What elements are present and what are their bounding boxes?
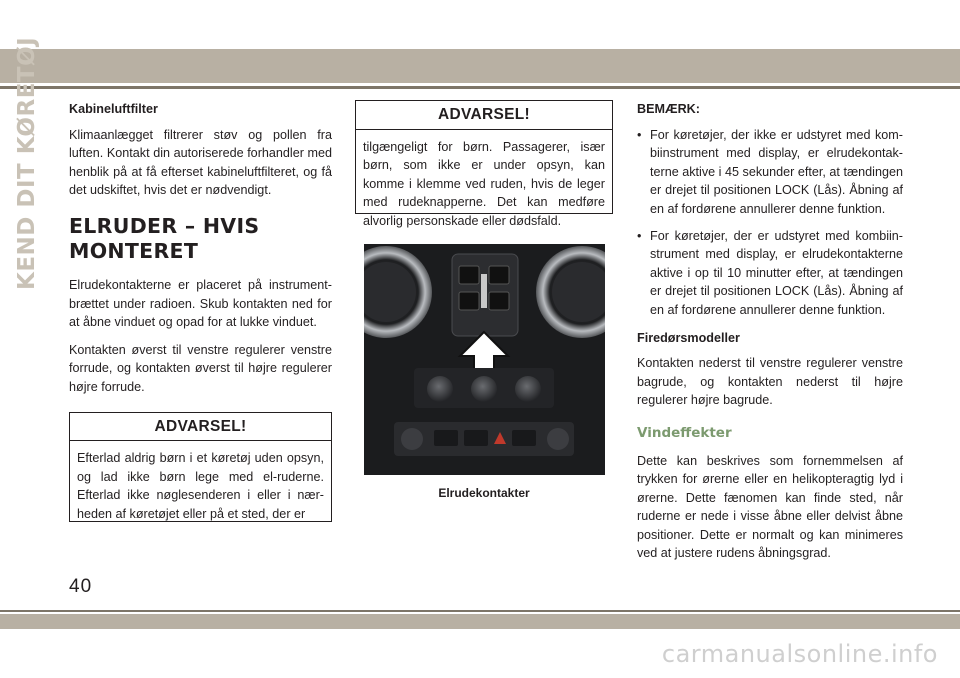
section-title-line2: MONTERET [69, 238, 199, 263]
footer-band [0, 614, 960, 629]
section-title-line1: ELRUDER – HVIS [69, 213, 260, 238]
column-left [69, 100, 332, 522]
sidebar-chapter-text: KEND DIT KØRETØJ [14, 36, 40, 290]
warning-title: ADVARSEL! [356, 101, 612, 130]
dashboard-illustration [364, 244, 605, 475]
wind-buffeting-text: Dette kan beskrives som fornemmelsen af trykken for ørerne eller en helikopteragtig lyd i ørerne. Dette fænomen kan finde sted, når ruderne er nede i visse åbne eller delvist åbne positioner. Dette er normalt og kan minimeres ved at justere rudens åbningsgrad. [637, 453, 903, 561]
page-number: 40 [69, 576, 93, 597]
knob-icon [471, 376, 497, 402]
knob-icon [427, 376, 453, 402]
note-heading: BEMÆRK: [637, 102, 700, 116]
footer-rule [0, 610, 960, 612]
list-item: • For køretøjer, der er udstyret med kombiinstrument med display, er elrudekontakterne aktive i op til 10 minutter efter, at tændingen er drejet til positionen LOCK (Lås). Åbning af en af fordørene annullerer denne funktion. [637, 228, 903, 317]
lock-switch-icon [481, 274, 487, 308]
knob-icon [515, 376, 541, 402]
warning-box-left [69, 412, 332, 522]
cabin-filter-text: Klimaanlægget filtrerer støv og pollen fra luften. Kontakt din autoriserede forhandler med henblik på at få efterset kabineluftfilteret, og få det udskiftet, hvis det er nødvendigt. [69, 127, 332, 198]
column-middle [355, 100, 613, 228]
wind-buffeting-heading: Vindeffekter [637, 424, 732, 441]
cabin-filter-heading: Kabineluftfilter [69, 102, 158, 116]
section-title [69, 214, 332, 264]
header-band [0, 49, 960, 83]
column-right [637, 100, 903, 572]
warning-title: ADVARSEL! [70, 413, 331, 442]
list-item: • For køretøjer, der ikke er udstyret med kombiinstrument med display, er elrudekontakterne aktive i 45 sekunder efter, at tændingen er drejet til positionen LOCK (Lås). Åbning af en af fordørene annullerer denne funktion. [637, 127, 903, 216]
watermark: carmanualsonline.info [661, 640, 938, 668]
front-window-text: Kontakten øverst til venstre regulerer venstre forrude, og kontakten øverst til højre regulerer højre forrude. [69, 342, 332, 394]
warning-text: Efterlad aldrig børn i et køretøj uden opsyn, og lad ikke børn lege med el-ruderne. Efterlad ikke nøglesenderen i eller i nærheden af køretøjet eller på et sted, der er [77, 451, 324, 521]
four-door-heading: Firedørsmodeller [637, 330, 740, 345]
rear-window-text: Kontakten nederst til venstre regulerer venstre bagrude, og kontakten nederst til højre regulerer højre bagrude. [637, 356, 903, 408]
photo-caption: Elrudekontakter [438, 486, 530, 500]
note-list [637, 126, 903, 320]
window-switch-text: Elrudekontakterne er placeret på instrumentbrættet under radioen. Skub kontakten ned for at åbne vinduet og opad for at lukke vinduet. [69, 277, 332, 330]
warning-text: tilgængeligt for børn. Passagerer, især børn, som ikke er under opsyn, kan komme i klemme ved ruden, hvis de leger med rudeknapperne. Det kan medføre alvorlig personskade eller dødsfald. [363, 139, 605, 228]
header-rule [0, 86, 960, 89]
warning-box-middle [355, 100, 613, 228]
sidebar-chapter-title [14, 36, 42, 290]
window-switches-photo [364, 244, 605, 475]
